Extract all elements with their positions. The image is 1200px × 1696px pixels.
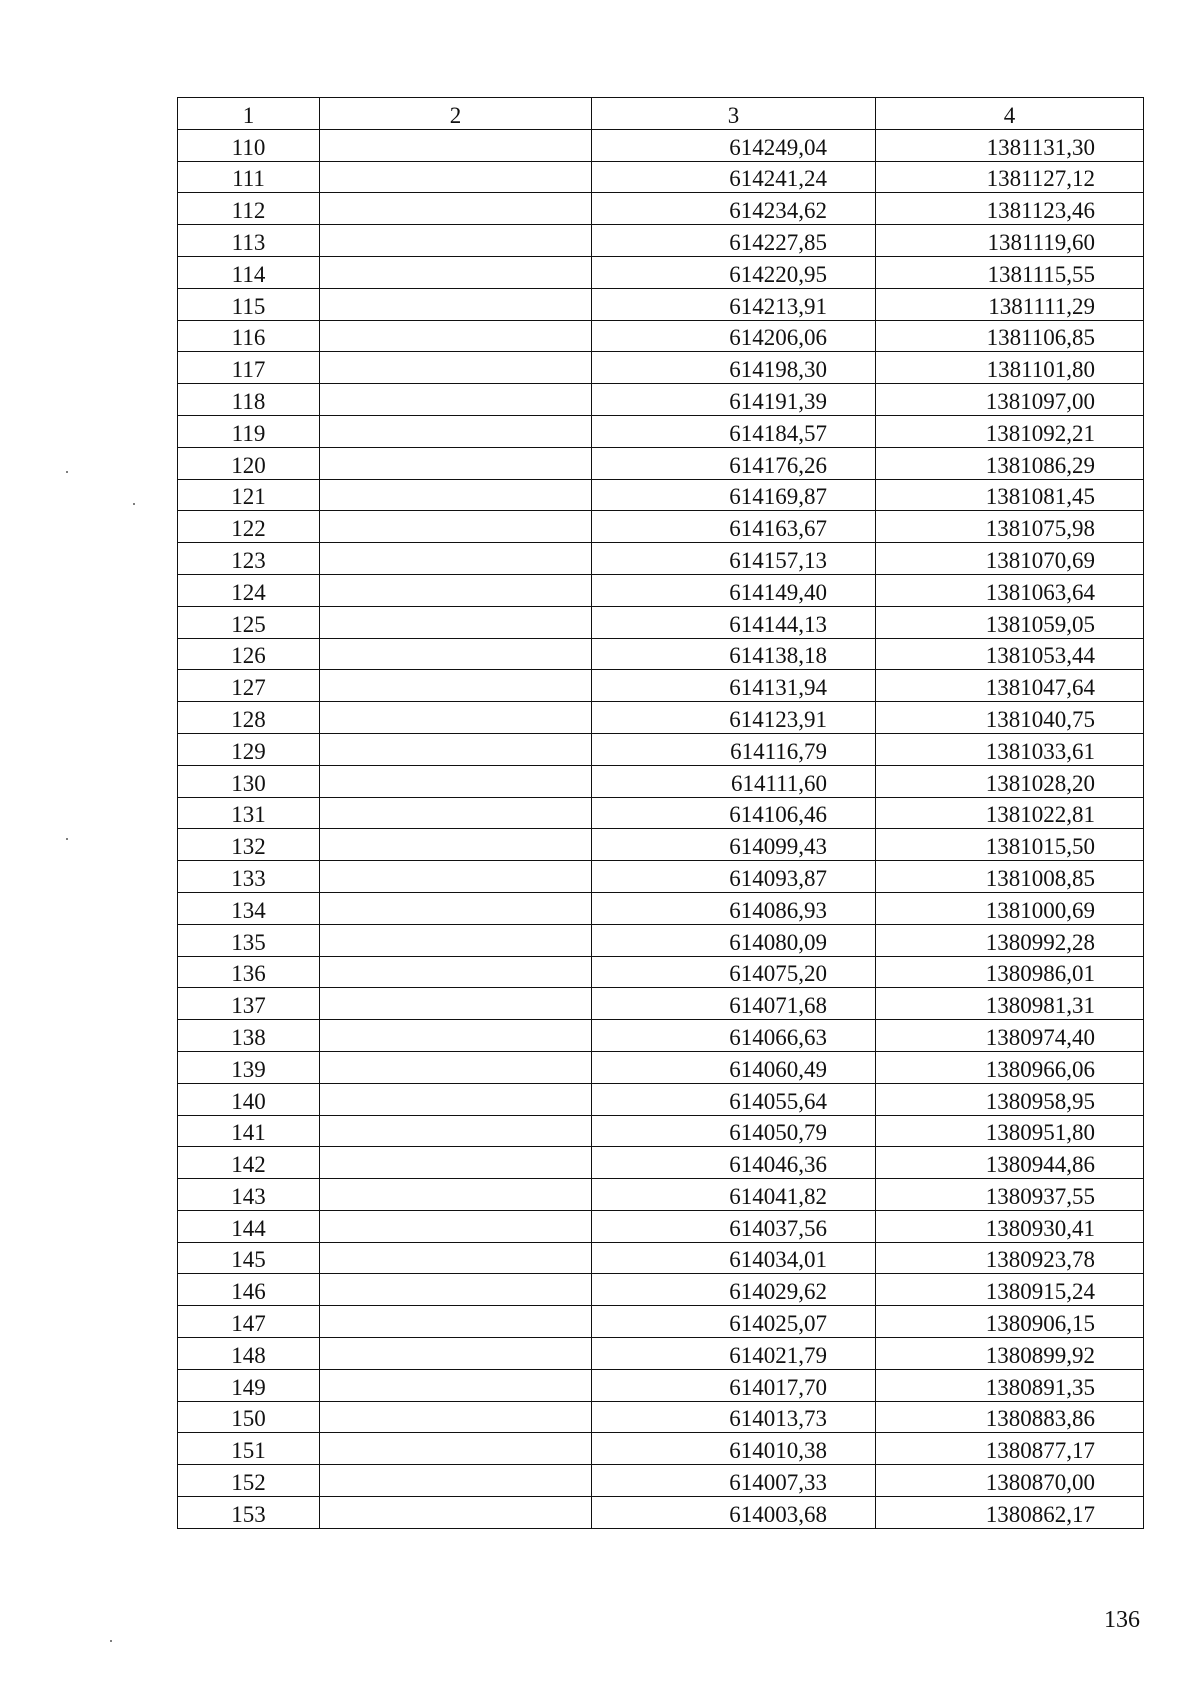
description-cell [320, 638, 592, 670]
table-row [178, 1242, 1144, 1274]
coordinate-x-cell: 614157,13 [592, 543, 876, 575]
point-number-cell: 143 [178, 1179, 320, 1211]
table-row [178, 447, 1144, 479]
column-header-1: 1 [178, 98, 320, 130]
point-number-cell: 130 [178, 765, 320, 797]
coordinate-x-cell: 614169,87 [592, 479, 876, 511]
point-number-cell: 120 [178, 447, 320, 479]
point-number-cell: 138 [178, 1020, 320, 1052]
point-number-cell: 131 [178, 797, 320, 829]
point-number-cell: 150 [178, 1401, 320, 1433]
description-cell [320, 1338, 592, 1370]
coordinate-x-cell: 614003,68 [592, 1497, 876, 1529]
point-number-cell: 144 [178, 1210, 320, 1242]
description-cell [320, 606, 592, 638]
table-row [178, 988, 1144, 1020]
description-cell [320, 861, 592, 893]
coordinate-y-cell: 1380958,95 [876, 1083, 1144, 1115]
point-number-cell: 124 [178, 574, 320, 606]
table-row [178, 288, 1144, 320]
description-cell [320, 829, 592, 861]
description-cell [320, 415, 592, 447]
coordinate-y-cell: 1380915,24 [876, 1274, 1144, 1306]
description-cell [320, 161, 592, 193]
coordinate-x-cell: 614017,70 [592, 1369, 876, 1401]
table-row [178, 861, 1144, 893]
column-header-3: 3 [592, 98, 876, 130]
table-row [178, 829, 1144, 861]
coordinate-x-cell: 614013,73 [592, 1401, 876, 1433]
coordinate-y-cell: 1380923,78 [876, 1242, 1144, 1274]
point-number-cell: 149 [178, 1369, 320, 1401]
point-number-cell: 122 [178, 511, 320, 543]
coordinate-y-cell: 1381092,21 [876, 415, 1144, 447]
description-cell [320, 1306, 592, 1338]
coordinate-x-cell: 614066,63 [592, 1020, 876, 1052]
description-cell [320, 1051, 592, 1083]
description-cell [320, 1369, 592, 1401]
point-number-cell: 116 [178, 320, 320, 352]
coordinate-y-cell: 1381040,75 [876, 702, 1144, 734]
coordinate-x-cell: 614198,30 [592, 352, 876, 384]
coordinate-y-cell: 1380862,17 [876, 1497, 1144, 1529]
table-row [178, 320, 1144, 352]
description-cell [320, 320, 592, 352]
coordinate-y-cell: 1380986,01 [876, 956, 1144, 988]
coordinate-y-cell: 1381115,55 [876, 256, 1144, 288]
description-cell [320, 1465, 592, 1497]
coordinate-x-cell: 614025,07 [592, 1306, 876, 1338]
coordinate-y-cell: 1381059,05 [876, 606, 1144, 638]
table-row [178, 574, 1144, 606]
coordinate-x-cell: 614060,49 [592, 1051, 876, 1083]
point-number-cell: 140 [178, 1083, 320, 1115]
table-row [178, 956, 1144, 988]
coordinate-y-cell: 1380877,17 [876, 1433, 1144, 1465]
description-cell [320, 256, 592, 288]
coordinate-y-cell: 1380981,31 [876, 988, 1144, 1020]
coordinate-x-cell: 614007,33 [592, 1465, 876, 1497]
description-cell [320, 225, 592, 257]
description-cell [320, 765, 592, 797]
point-number-cell: 127 [178, 670, 320, 702]
scan-speck [66, 838, 68, 840]
coordinate-x-cell: 614086,93 [592, 892, 876, 924]
table-row [178, 733, 1144, 765]
description-cell [320, 733, 592, 765]
table-row [178, 225, 1144, 257]
table-row [178, 352, 1144, 384]
table-row [178, 670, 1144, 702]
coordinate-y-cell: 1381127,12 [876, 161, 1144, 193]
coordinate-x-cell: 614227,85 [592, 225, 876, 257]
coordinate-y-cell: 1380966,06 [876, 1051, 1144, 1083]
description-cell [320, 1083, 592, 1115]
coordinate-x-cell: 614041,82 [592, 1179, 876, 1211]
table-row [178, 1083, 1144, 1115]
coordinate-x-cell: 614123,91 [592, 702, 876, 734]
coordinate-y-cell: 1381047,64 [876, 670, 1144, 702]
description-cell [320, 1210, 592, 1242]
point-number-cell: 145 [178, 1242, 320, 1274]
description-cell [320, 1020, 592, 1052]
point-number-cell: 123 [178, 543, 320, 575]
point-number-cell: 153 [178, 1497, 320, 1529]
description-cell [320, 1242, 592, 1274]
coordinate-y-cell: 1381053,44 [876, 638, 1144, 670]
coordinate-y-cell: 1380937,55 [876, 1179, 1144, 1211]
coordinate-y-cell: 1380899,92 [876, 1338, 1144, 1370]
coordinate-y-cell: 1381022,81 [876, 797, 1144, 829]
description-cell [320, 574, 592, 606]
coordinate-x-cell: 614055,64 [592, 1083, 876, 1115]
coordinate-y-cell: 1381008,85 [876, 861, 1144, 893]
table-row [178, 1210, 1144, 1242]
description-cell [320, 352, 592, 384]
description-cell [320, 447, 592, 479]
point-number-cell: 115 [178, 288, 320, 320]
coordinate-y-cell: 1381101,80 [876, 352, 1144, 384]
point-number-cell: 135 [178, 924, 320, 956]
description-cell [320, 670, 592, 702]
point-number-cell: 118 [178, 384, 320, 416]
coordinates-table [177, 97, 1144, 1529]
coordinate-y-cell: 1380930,41 [876, 1210, 1144, 1242]
table-row [178, 479, 1144, 511]
point-number-cell: 121 [178, 479, 320, 511]
description-cell [320, 1497, 592, 1529]
coordinate-y-cell: 1381106,85 [876, 320, 1144, 352]
coordinate-y-cell: 1380974,40 [876, 1020, 1144, 1052]
coordinate-x-cell: 614050,79 [592, 1115, 876, 1147]
table-row [178, 384, 1144, 416]
description-cell [320, 129, 592, 161]
description-cell [320, 988, 592, 1020]
coordinate-x-cell: 614075,20 [592, 956, 876, 988]
scan-speck [110, 1640, 112, 1642]
description-cell [320, 384, 592, 416]
coordinate-x-cell: 614220,95 [592, 256, 876, 288]
table-row [178, 511, 1144, 543]
table-row [178, 161, 1144, 193]
coordinate-y-cell: 1381070,69 [876, 543, 1144, 575]
coordinate-x-cell: 614111,60 [592, 765, 876, 797]
description-cell [320, 543, 592, 575]
coordinate-x-cell: 614037,56 [592, 1210, 876, 1242]
description-cell [320, 924, 592, 956]
coordinate-y-cell: 1381033,61 [876, 733, 1144, 765]
table-row [178, 1338, 1144, 1370]
description-cell [320, 1274, 592, 1306]
table-row [178, 1051, 1144, 1083]
description-cell [320, 288, 592, 320]
table-row [178, 1179, 1144, 1211]
description-cell [320, 511, 592, 543]
coordinate-y-cell: 1381063,64 [876, 574, 1144, 606]
description-cell [320, 1147, 592, 1179]
point-number-cell: 139 [178, 1051, 320, 1083]
point-number-cell: 110 [178, 129, 320, 161]
coordinate-x-cell: 614106,46 [592, 797, 876, 829]
point-number-cell: 111 [178, 161, 320, 193]
point-number-cell: 126 [178, 638, 320, 670]
coordinate-x-cell: 614213,91 [592, 288, 876, 320]
coordinate-y-cell: 1381028,20 [876, 765, 1144, 797]
table-row [178, 702, 1144, 734]
point-number-cell: 133 [178, 861, 320, 893]
table-row [178, 193, 1144, 225]
scan-speck [133, 503, 135, 505]
coordinate-x-cell: 614249,04 [592, 129, 876, 161]
coordinate-y-cell: 1381086,29 [876, 447, 1144, 479]
coordinate-x-cell: 614071,68 [592, 988, 876, 1020]
point-number-cell: 137 [178, 988, 320, 1020]
scan-speck [66, 471, 68, 473]
coordinate-x-cell: 614191,39 [592, 384, 876, 416]
coordinate-y-cell: 1381123,46 [876, 193, 1144, 225]
coordinate-y-cell: 1380870,00 [876, 1465, 1144, 1497]
description-cell [320, 1179, 592, 1211]
coordinate-x-cell: 614116,79 [592, 733, 876, 765]
description-cell [320, 892, 592, 924]
column-header-2: 2 [320, 98, 592, 130]
coordinate-x-cell: 614093,87 [592, 861, 876, 893]
table-row [178, 543, 1144, 575]
table-row [178, 256, 1144, 288]
point-number-cell: 146 [178, 1274, 320, 1306]
point-number-cell: 142 [178, 1147, 320, 1179]
point-number-cell: 125 [178, 606, 320, 638]
coordinate-x-cell: 614234,62 [592, 193, 876, 225]
table-row [178, 1020, 1144, 1052]
description-cell [320, 193, 592, 225]
point-number-cell: 112 [178, 193, 320, 225]
point-number-cell: 132 [178, 829, 320, 861]
coordinate-x-cell: 614046,36 [592, 1147, 876, 1179]
coordinate-x-cell: 614184,57 [592, 415, 876, 447]
point-number-cell: 136 [178, 956, 320, 988]
coordinate-x-cell: 614176,26 [592, 447, 876, 479]
coordinate-y-cell: 1381131,30 [876, 129, 1144, 161]
point-number-cell: 148 [178, 1338, 320, 1370]
point-number-cell: 119 [178, 415, 320, 447]
table-row [178, 1497, 1144, 1529]
table-row [178, 1401, 1144, 1433]
coordinate-y-cell: 1381075,98 [876, 511, 1144, 543]
point-number-cell: 147 [178, 1306, 320, 1338]
coordinate-x-cell: 614144,13 [592, 606, 876, 638]
table-row [178, 1147, 1144, 1179]
coordinate-y-cell: 1380951,80 [876, 1115, 1144, 1147]
point-number-cell: 152 [178, 1465, 320, 1497]
description-cell [320, 1401, 592, 1433]
coordinate-y-cell: 1381081,45 [876, 479, 1144, 511]
coordinate-x-cell: 614241,24 [592, 161, 876, 193]
page-number: 136 [1104, 1607, 1140, 1633]
table-body [178, 129, 1144, 1528]
coordinate-x-cell: 614034,01 [592, 1242, 876, 1274]
coordinate-y-cell: 1381015,50 [876, 829, 1144, 861]
table-row [178, 638, 1144, 670]
coordinate-x-cell: 614080,09 [592, 924, 876, 956]
table-row [178, 415, 1144, 447]
coordinate-y-cell: 1381119,60 [876, 225, 1144, 257]
coordinate-y-cell: 1380992,28 [876, 924, 1144, 956]
point-number-cell: 117 [178, 352, 320, 384]
table-row [178, 797, 1144, 829]
coordinate-y-cell: 1381111,29 [876, 288, 1144, 320]
description-cell [320, 797, 592, 829]
coordinate-x-cell: 614149,40 [592, 574, 876, 606]
description-cell [320, 1433, 592, 1465]
table-row [178, 1433, 1144, 1465]
table-row [178, 924, 1144, 956]
coordinate-x-cell: 614099,43 [592, 829, 876, 861]
table-row [178, 1274, 1144, 1306]
point-number-cell: 129 [178, 733, 320, 765]
point-number-cell: 151 [178, 1433, 320, 1465]
table-row [178, 1369, 1144, 1401]
description-cell [320, 702, 592, 734]
description-cell [320, 1115, 592, 1147]
table-row [178, 606, 1144, 638]
description-cell [320, 956, 592, 988]
table-row [178, 892, 1144, 924]
table-row [178, 129, 1144, 161]
coordinate-y-cell: 1380906,15 [876, 1306, 1144, 1338]
description-cell [320, 479, 592, 511]
coordinate-y-cell: 1380883,86 [876, 1401, 1144, 1433]
coordinate-x-cell: 614021,79 [592, 1338, 876, 1370]
table-row [178, 1115, 1144, 1147]
coordinate-x-cell: 614206,06 [592, 320, 876, 352]
coordinate-y-cell: 1380944,86 [876, 1147, 1144, 1179]
coordinate-y-cell: 1380891,35 [876, 1369, 1144, 1401]
point-number-cell: 134 [178, 892, 320, 924]
table-row [178, 1306, 1144, 1338]
table-row [178, 1465, 1144, 1497]
point-number-cell: 113 [178, 225, 320, 257]
coordinate-x-cell: 614138,18 [592, 638, 876, 670]
table-row [178, 765, 1144, 797]
coordinate-x-cell: 614131,94 [592, 670, 876, 702]
table-header-row [178, 98, 1144, 130]
coordinate-x-cell: 614163,67 [592, 511, 876, 543]
coordinate-x-cell: 614029,62 [592, 1274, 876, 1306]
point-number-cell: 128 [178, 702, 320, 734]
coordinate-y-cell: 1381097,00 [876, 384, 1144, 416]
column-header-4: 4 [876, 98, 1144, 130]
point-number-cell: 114 [178, 256, 320, 288]
point-number-cell: 141 [178, 1115, 320, 1147]
coordinate-y-cell: 1381000,69 [876, 892, 1144, 924]
coordinate-x-cell: 614010,38 [592, 1433, 876, 1465]
